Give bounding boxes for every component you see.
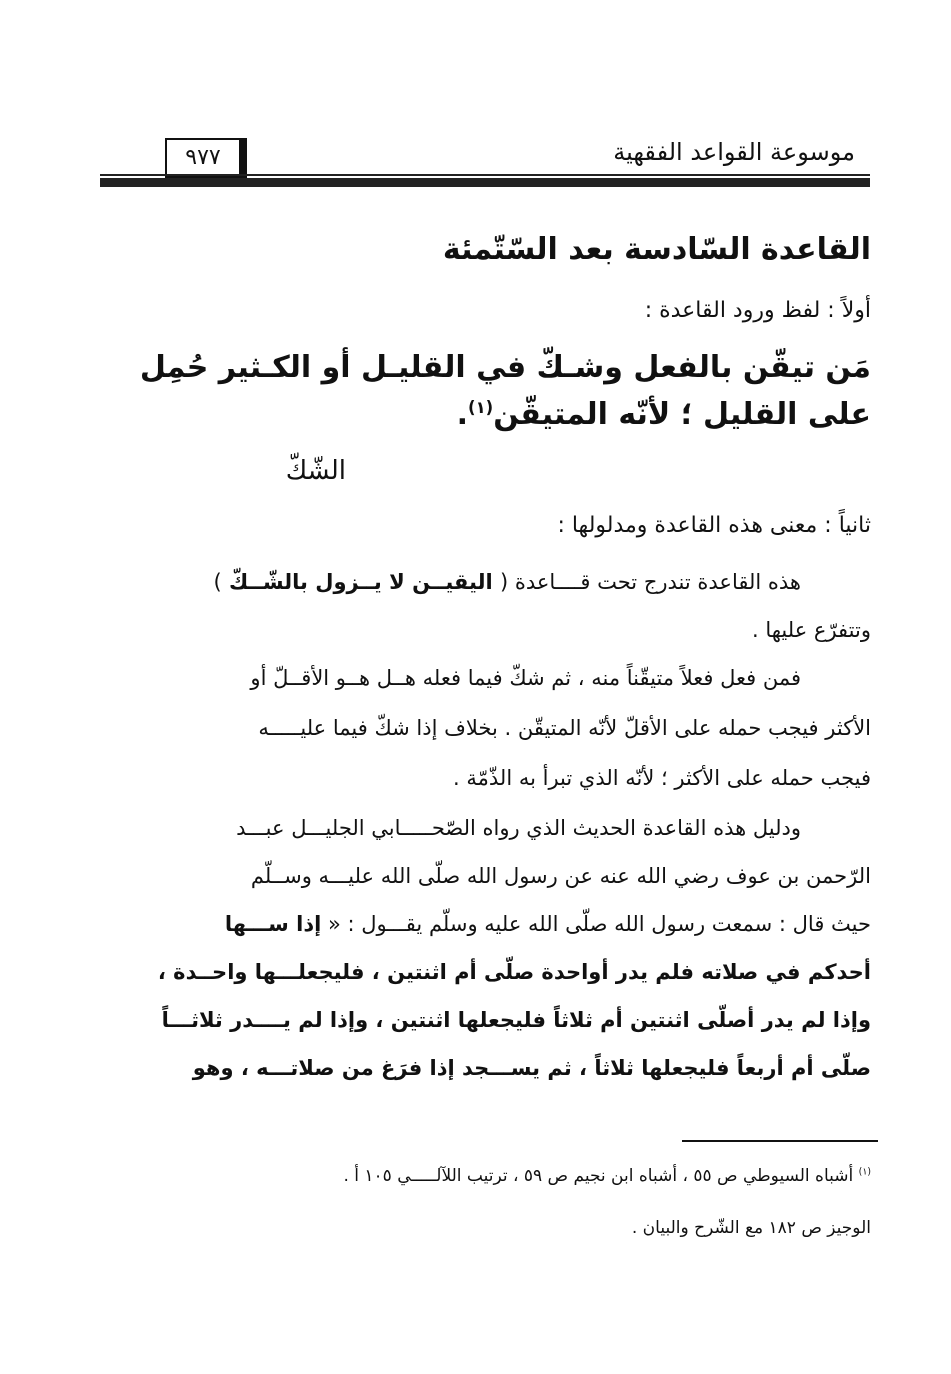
paragraph-2-line-1: فمن فعل فعلاً متيقّناً منه ، ثم شكّ فيما فعله هــل هــو الأقــلّ أو [250,666,801,690]
p3-line6-part-b: ثم يســـجد إذا فرَغ من صلاتـــه [256,1056,572,1080]
keyword: الشّكّ [285,456,346,486]
running-header-title: موسوعة القواعد الفقهية [613,138,855,166]
paragraph-3-line-3 [225,914,871,935]
p3-line4-part-a: أحدكم في صلاته فلم يدر أواحدة صلّى أم اثنتين ، [364,960,871,984]
paragraph-2-line-3: فيجب حمله على الأكثر ؛ لأنّه الذي تبرأ به الذّمّة . [453,766,871,790]
p3-line4-part-b: فليجعلـــها واحــدة ، [157,960,365,984]
rule-text-line-2 [457,397,871,432]
footnote-line-1 [343,1166,871,1186]
footnote-line-2: الوجيز ص ١٨٢ مع الشّرح والبيان . [631,1218,871,1238]
paragraph-3-line-5 [162,1010,871,1031]
p3-line5-part-b: وإذا لم يــــدر ثلاثـــاً [161,1008,369,1032]
paragraph-3-line-4 [158,962,871,983]
page-number: ٩٧٧ [185,145,221,170]
p3-line3-part-a: حيث قال : سمعت رسول الله صلّى الله عليه وسلّم يقـــول : « [321,912,871,936]
paragraph-2-line-2: الأكثر فيجب حمله على الأقلّ لأنّه المتيقّن . بخلاف إذا شكّ فيما عليـــــه [258,716,871,740]
footnote-line-1-text: أشباه السيوطي ص ٥٥ ، أشباه ابن نجيم ص ٥٩ ، ترتيب اللآلـــــي ١٠٥ أ . [343,1166,854,1186]
first-heading: أولاً : لفظ ورود القاعدة : [644,298,871,323]
p1-line1-part-a: هذه القاعدة تندرج تحت قــــاعدة ( [499,570,801,594]
p3-line5-part-a: وإذا لم يدر أصلّى اثنتين أم ثلاثاً فليجعلها اثنتين ، [368,1008,871,1032]
p1-line1-part-b: اليقيــن لا يــزول بالشّــكّ [221,570,500,594]
paragraph-1-line-2: وتتفرّع عليها . [752,618,871,642]
p3-line6-part-a: صلّى أم أربعاً فليجعلها ثلاثاً ، [571,1056,871,1080]
paragraph-1-line-1 [213,572,801,593]
paragraph-3-line-1: ودليل هذه القاعدة الحديث الذي رواه الصّحـــــابي الجليـــل عبـــد [236,816,801,840]
header-thin-rule [100,174,870,176]
rule-text-line-2-body: على القليل ؛ لأنّه المتيقّن [493,397,871,432]
paragraph-3-line-2: الرّحمن بن عوف رضي الله عنه عن رسول الله صلّى الله عليـــه وســلّم [250,864,871,888]
page-number-box [165,138,247,178]
rule-text-end: . [456,397,469,432]
section-title: القاعدة السّادسة بعد السّتّمئة [442,232,871,267]
rule-text-line-1: مَن تيقّن بالفعل وشـكّ في القليـل أو الكـثير حُمِل [139,350,871,385]
p3-line3-part-b: إذا ســـها [224,912,322,936]
header-thick-rule [100,178,870,187]
footnote-reference: (١) [468,398,494,417]
paragraph-3-line-6 [193,1058,871,1079]
footnote-separator [682,1140,878,1142]
footnote-mark: (١) [858,1166,871,1178]
second-heading: ثانياً : معنى هذه القاعدة ومدلولها : [557,513,871,538]
p3-line6-part-c: ، وهو [192,1056,257,1080]
p1-line1-part-c: ) [213,570,222,594]
